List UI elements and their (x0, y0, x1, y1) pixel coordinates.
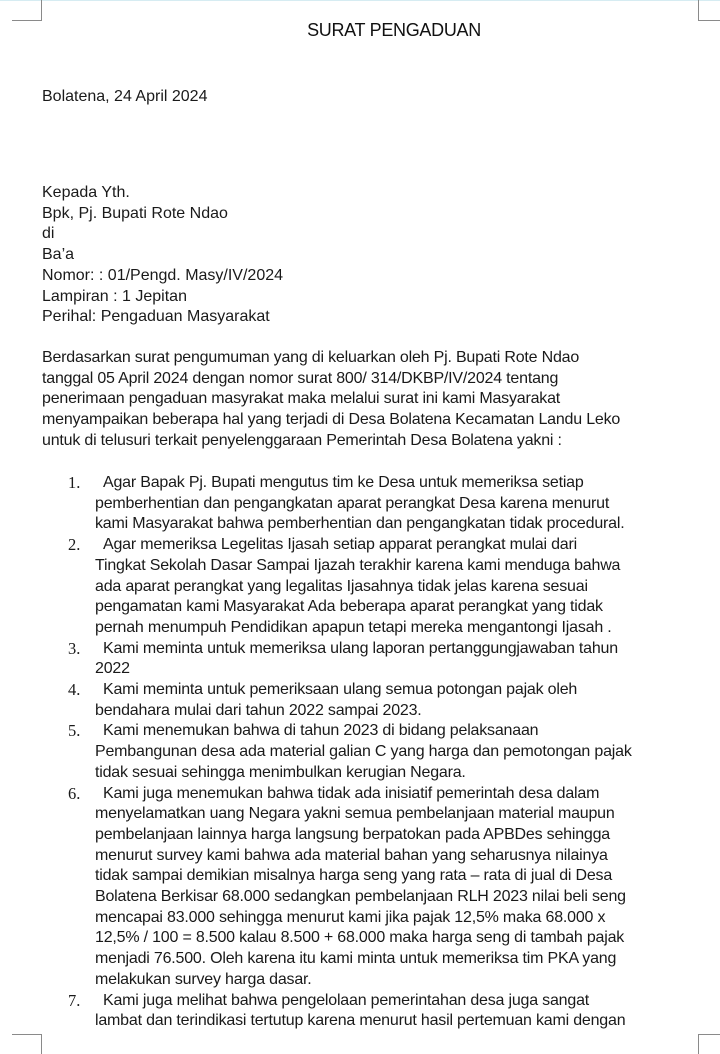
page-top-edge (0, 0, 720, 1)
list-item-text-line: mencapai 83.000 sehingga menurut kami jika pajak 12,5% maka 68.000 x (95, 908, 606, 926)
list-item-text-line: Kami juga menemukan bahwa tidak ada inisiatif pemerintah desa dalam (103, 784, 600, 802)
list-item-text-line: 2022 (95, 660, 130, 678)
list-item-text-line: pemberhentian dan pengangkatan aparat perangkat Desa karena menurut (95, 494, 610, 512)
list-item (0, 473, 720, 535)
list-item-text-line: Kami meminta untuk pemeriksaan ulang semua potongan pajak oleh (103, 681, 578, 699)
list-item (0, 535, 720, 639)
list-item (0, 784, 720, 991)
list-item-text-line: 12,5% / 100 = 8.500 kalau 8.500 + 68.000 maka harga seng di tambah pajak (95, 929, 625, 947)
list-item-text-line: Kami juga melihat bahwa pengelolaan pemerintahan desa juga sangat (103, 991, 590, 1009)
letter-attachment: Lampiran : 1 Jepitan (42, 287, 187, 305)
list-item-text-line: Agar Bapak Pj. Bupati mengutus tim ke Desa untuk memeriksa setiap (103, 474, 584, 491)
list-item (0, 639, 720, 680)
list-item-text-line: pembelanjaan lainnya harga langsung berpatokan pada APBDes sehingga (95, 825, 610, 843)
recipient-di: di (42, 225, 55, 243)
list-item-text-line: ada aparat perangkat yang legalitas Ijasahnya tidak jelas karena sesuai (95, 577, 588, 595)
list-item-number: 6. (68, 783, 81, 803)
intro-line: untuk di telusuri terkait penyelenggaraan Pemerintah Desa Bolatena yakni : (42, 431, 562, 449)
list-item-number: 3. (68, 638, 81, 658)
list-item-text-line: menurut survey kami bahwa ada material bahan yang seharusnya nilainya (95, 846, 608, 864)
address-block (42, 183, 283, 328)
list-item-text-line: menjadi 76.500. Oleh karena itu kami minta untuk memeriksa tim PKA yang (95, 950, 617, 968)
list-item-text-line: melakukan survey harga dasar. (95, 970, 312, 988)
document-title: SURAT PENGADUAN (307, 20, 481, 40)
intro-line: Berdasarkan surat pengumuman yang di keluarkan oleh Pj. Bupati Rote Ndao (42, 349, 580, 366)
list-item-text-line: tidak sesuai sehingga menimbulkan kerugian Negara. (95, 763, 466, 781)
list-item-text-line: bendahara mulai dari tahun 2022 sampai 2023. (95, 701, 422, 719)
list-item (0, 721, 720, 783)
list-item-text-line: Agar memeriksa Legelitas Ijasah setiap apparat perangkat mulai dari (103, 536, 577, 554)
letter-number: Nomor: : 01/Pengd. Masy/IV/2024 (42, 266, 284, 284)
recipient-name: Bpk, Pj. Bupati Rote Ndao (42, 204, 228, 222)
list-item-text-line: Bolatena Berkisar 68.000 sedangkan pembelanjaan RLH 2023 nilai beli seng (95, 888, 626, 906)
list-item-text-line: menyelamatkan uang Negara yakni semua pembelanjaan material maupun (95, 805, 615, 823)
letter-subject: Perihal: Pengaduan Masyarakat (42, 308, 270, 326)
intro-line: tanggal 05 April 2024 dengan nomor surat 800/ 314/DKBP/IV/2024 tentang (42, 369, 559, 387)
list-item-text-line: tidak sampai demikian misalnya harga seng yang rata – rata di jual di Desa (95, 867, 613, 885)
recipient-location: Ba’a (42, 246, 75, 264)
list-item-number: 7. (68, 990, 81, 1010)
list-item-number: 5. (68, 721, 81, 741)
list-item (0, 680, 720, 721)
list-item-number: 1. (68, 473, 81, 492)
list-item-text-line: pernah menumpuh Pendidikan apapun tetapi mereka mengantongi Ijasah . (95, 618, 612, 636)
list-item (0, 991, 720, 1032)
list-item-text-line: lambat dan terindikasi tertutup karena menurut hasil pertemuan kami dengan (95, 1012, 626, 1030)
list-item-text-line: Kami meminta untuk memeriksa ulang laporan pertanggungjawaban tahun (103, 639, 618, 657)
list-item-text-line: kami Masyarakat bahwa pemberhentian dan pengangkatan tidak procedural. (95, 515, 625, 533)
place-date: Bolatena, 24 April 2024 (42, 88, 208, 105)
intro-line: menyampaikan beberapa hal yang terjadi di Desa Bolatena Kecamatan Landu Leko (42, 411, 621, 429)
list-item-text-line: Pembangunan desa ada material galian C yang harga dan pemotongan pajak (95, 743, 632, 761)
list-item-number: 2. (68, 535, 81, 555)
recipient-salutation: Kepada Yth. (42, 184, 130, 201)
list-item-number: 4. (68, 680, 81, 700)
list-item-text-line: Kami menemukan bahwa di tahun 2023 di bidang pelaksanaan (103, 722, 539, 740)
list-item-text-line: pengamatan kami Masyarakat Ada beberapa aparat perangkat yang tidak (95, 598, 603, 616)
intro-line: penerimaan pengaduan masyrakat maka melalui surat ini kami Masyarakat (42, 390, 561, 408)
complaint-list (0, 473, 720, 1032)
list-item-text-line: Tingkat Sekolah Dasar Sampai Ijazah terakhir karena kami menduga bahwa (95, 556, 621, 574)
intro-paragraph (42, 348, 702, 452)
